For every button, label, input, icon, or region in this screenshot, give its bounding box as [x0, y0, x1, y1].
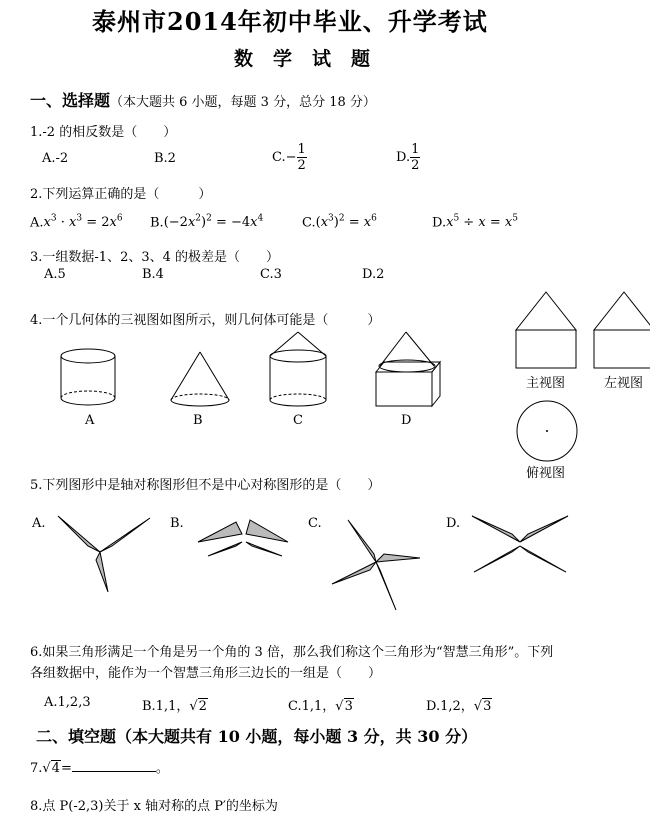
figure-label-d: D. — [446, 516, 461, 531]
front-view-label: 主视图 — [526, 376, 566, 391]
option-b: B.4 — [142, 267, 164, 282]
fraction — [410, 142, 420, 173]
option-d — [432, 214, 518, 230]
fraction-denominator: 2 — [411, 158, 420, 173]
page-subtitle: 数学试题 — [234, 48, 391, 70]
section-title: 一、选择题 — [30, 91, 111, 110]
option-c-label: C.1,1， — [288, 699, 336, 714]
option-a: A.-2 — [42, 151, 69, 166]
question-5: 5.下列图形中是轴对称图形但不是中心对称图形的是（ ） — [30, 478, 381, 493]
option-d: D.1,2，√3 — [426, 699, 492, 714]
option-d-label: D. — [432, 215, 447, 231]
figure-label-c: C — [293, 413, 303, 428]
option-b — [150, 214, 263, 230]
option-b-label: B.1,1， — [142, 699, 190, 714]
option-c — [302, 214, 377, 230]
top-view — [516, 400, 578, 462]
question-number: 7. — [30, 761, 43, 776]
option-d — [396, 142, 420, 173]
option-c: C.1,1，√3 — [288, 699, 353, 714]
cone-on-box-figure — [372, 330, 444, 410]
figure-label-c: C. — [308, 516, 322, 531]
radicand: 2 — [198, 699, 207, 714]
option-a: A.1,2,3 — [44, 695, 91, 710]
section-heading: 二、填空题（本大题共有 10 小题，每小题 3 分，共 30 分） — [36, 727, 478, 746]
left-view — [594, 290, 650, 370]
radicand: 3 — [344, 699, 353, 714]
option-c — [272, 142, 307, 173]
top-view-label: 俯视图 — [526, 466, 566, 481]
question-1: 1.-2 的相反数是（ ） — [30, 125, 177, 140]
option-a — [30, 214, 123, 230]
option-b: B.2 — [154, 151, 176, 166]
fraction — [297, 142, 307, 173]
formula: $x^5 \div x = x^5$ — [446, 214, 518, 231]
question-6-line-2: 各组数据中，能作为一个智慧三角形三边长的一组是（ ） — [30, 666, 382, 681]
question-8: 8.点 P(-2,3)关于 x 轴对称的点 P′的坐标为 — [30, 799, 278, 814]
question-3: 3.一组数据-1、2、3、4 的极差是（ ） — [30, 250, 280, 265]
page-title: 泰州市2014年初中毕业、升学考试 — [92, 7, 488, 36]
four-triangle-figure-d — [470, 514, 570, 574]
figure-label-b: B — [193, 413, 203, 428]
fraction-numerator: 1 — [411, 142, 420, 157]
formula: $(-2x^2)^2 = -4x^4$ — [163, 214, 264, 231]
radicand: 3 — [483, 699, 492, 714]
front-view — [516, 290, 578, 370]
radicand: 4 — [51, 761, 60, 776]
four-triangle-figure-b — [196, 516, 292, 560]
figure-label-a: A. — [32, 516, 46, 531]
cone-figure — [168, 350, 232, 412]
formula: $(x^3)^2 = x^6$ — [315, 214, 377, 231]
question-4: 4.一个几何体的三视图如图所示，则几何体可能是（ ） — [30, 313, 381, 328]
option-d-label: D.1,2， — [426, 699, 474, 714]
figure-label-b: B. — [170, 516, 184, 531]
fraction-numerator: 1 — [297, 142, 306, 157]
left-view-label: 左视图 — [604, 376, 644, 391]
formula: $x^3 \cdot x^3 = 2x^6$ — [43, 214, 123, 231]
sentence-end: 。 — [155, 761, 169, 776]
option-c-label: C. — [302, 215, 316, 231]
fraction-denominator: 2 — [297, 158, 306, 173]
answer-blank[interactable] — [72, 759, 156, 772]
option-a: A.5 — [44, 267, 66, 282]
figure-label-a: A — [85, 413, 95, 428]
question-2: 2.下列运算正确的是（ ） — [30, 187, 212, 202]
option-a-label: A. — [30, 215, 44, 231]
section-heading — [30, 88, 376, 111]
pinwheel-figure — [330, 514, 426, 614]
figure-label-d: D — [401, 413, 412, 428]
three-blade-figure — [56, 512, 152, 594]
cylinder-figure — [58, 348, 122, 412]
equals-sign: = — [60, 761, 72, 776]
question-7: 7.√4= 。 — [30, 761, 169, 776]
option-c: C.3 — [260, 267, 282, 282]
question-6-line-1: 6.如果三角形满足一个角是另一个角的 3 倍，那么我们称这个三角形为“智慧三角形”。下列 — [30, 645, 554, 660]
option-d: D.2 — [362, 267, 385, 282]
option-b: B.1,1，√2 — [142, 699, 207, 714]
option-b-label: B. — [150, 215, 164, 231]
section-note: （本大题共 6 小题，每题 3 分，总分 18 分） — [110, 95, 376, 110]
option-d-label: D. — [396, 150, 411, 165]
cone-on-cylinder-figure — [266, 330, 332, 412]
option-c-label: C.− — [272, 150, 297, 165]
